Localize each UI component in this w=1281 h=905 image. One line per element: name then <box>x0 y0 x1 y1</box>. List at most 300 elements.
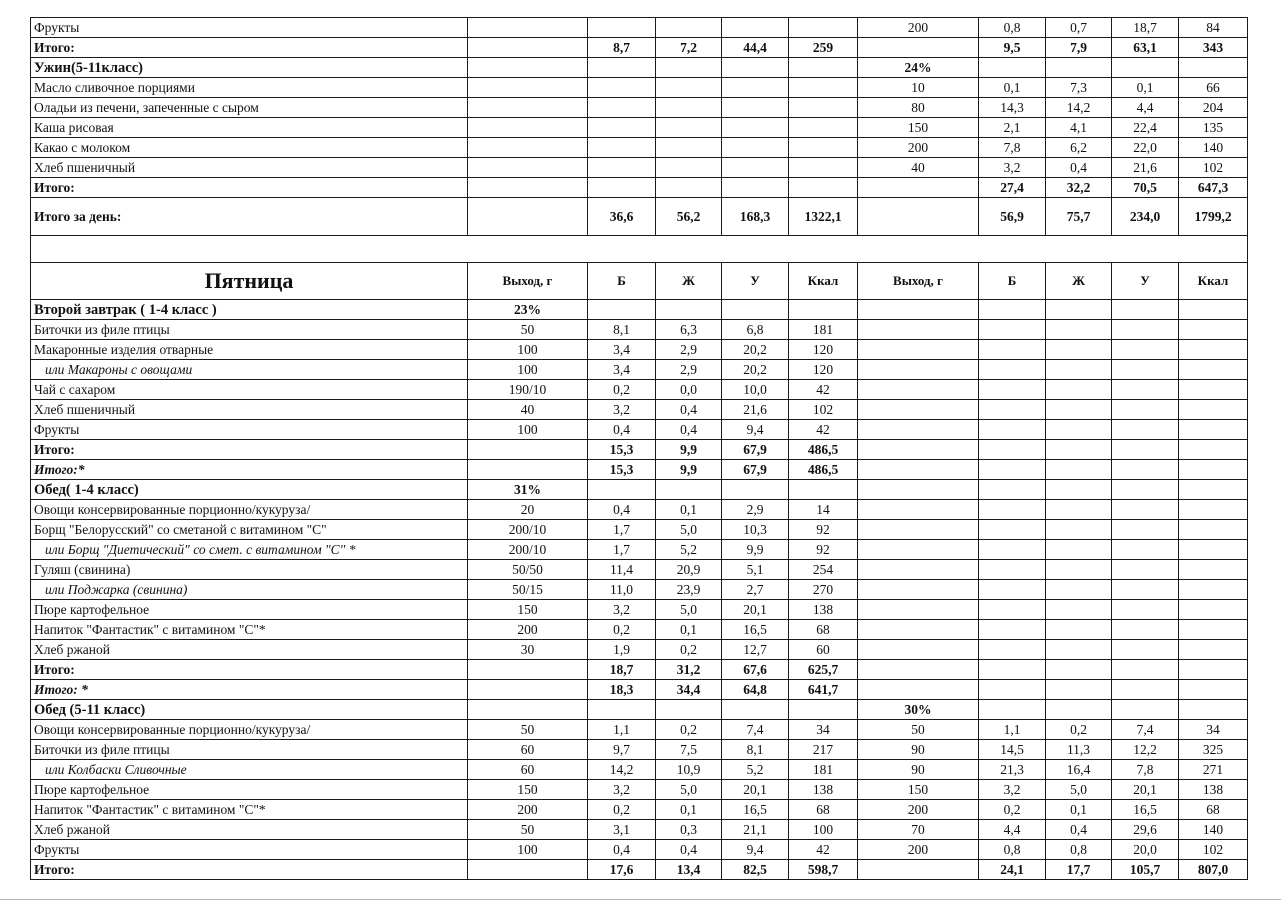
dish-name-cell: Каша рисовая <box>31 118 468 138</box>
value-cell <box>789 118 858 138</box>
value-cell <box>1112 300 1179 320</box>
header-fat-1: Ж <box>656 263 722 300</box>
dish-name-cell: Макаронные изделия отварные <box>31 340 468 360</box>
meal-section-row <box>31 58 1248 78</box>
meal-section-row <box>31 480 1248 500</box>
value-cell: 60 <box>468 760 588 780</box>
dish-name-cell: Напиток "Фантастик" с витамином "С"* <box>31 620 468 640</box>
dish-name-cell: Хлеб пшеничный <box>31 400 468 420</box>
value-cell: 6,8 <box>722 320 789 340</box>
table-row <box>31 800 1248 820</box>
value-cell <box>1179 620 1248 640</box>
table-row <box>31 18 1248 38</box>
value-cell: 14,5 <box>979 740 1046 760</box>
value-cell: 2,7 <box>722 580 789 600</box>
value-cell: 12,2 <box>1112 740 1179 760</box>
dish-name-cell: Итого: <box>31 440 468 460</box>
value-cell <box>468 38 588 58</box>
value-cell <box>789 58 858 78</box>
value-cell <box>588 58 656 78</box>
value-cell: 5,0 <box>1046 780 1112 800</box>
value-cell: 325 <box>1179 740 1248 760</box>
value-cell: 102 <box>789 400 858 420</box>
dish-name-cell: Гуляш (свинина) <box>31 560 468 580</box>
value-cell <box>979 660 1046 680</box>
value-cell <box>1179 640 1248 660</box>
value-cell <box>722 58 789 78</box>
value-cell <box>979 700 1046 720</box>
value-cell: 68 <box>789 800 858 820</box>
value-cell: 0,4 <box>656 400 722 420</box>
value-cell <box>722 138 789 158</box>
value-cell: 0,1 <box>1112 78 1179 98</box>
dish-name-cell: Ужин(5-11класс) <box>31 58 468 78</box>
value-cell: 36,6 <box>588 198 656 236</box>
value-cell <box>722 98 789 118</box>
value-cell <box>1179 540 1248 560</box>
value-cell <box>858 520 979 540</box>
previous-day-section <box>31 18 1248 236</box>
value-cell: 8,1 <box>588 320 656 340</box>
value-cell: 271 <box>1179 760 1248 780</box>
value-cell <box>1112 560 1179 580</box>
value-cell: 11,4 <box>588 560 656 580</box>
value-cell: 40 <box>468 400 588 420</box>
value-cell: 2,9 <box>656 360 722 380</box>
value-cell <box>1112 580 1179 600</box>
value-cell: 70 <box>858 820 979 840</box>
value-cell: 3,4 <box>588 360 656 380</box>
value-cell: 0,1 <box>656 800 722 820</box>
value-cell <box>858 620 979 640</box>
value-cell: 6,3 <box>656 320 722 340</box>
value-cell <box>1046 620 1112 640</box>
value-cell <box>1046 400 1112 420</box>
value-cell: 486,5 <box>789 440 858 460</box>
value-cell <box>468 700 588 720</box>
value-cell: 3,2 <box>979 158 1046 178</box>
value-cell <box>468 18 588 38</box>
value-cell: 21,1 <box>722 820 789 840</box>
spacer-section <box>31 236 1248 263</box>
value-cell <box>979 500 1046 520</box>
value-cell: 135 <box>1179 118 1248 138</box>
value-cell <box>1046 340 1112 360</box>
value-cell: 5,0 <box>656 600 722 620</box>
value-cell: 4,4 <box>1112 98 1179 118</box>
value-cell <box>1179 420 1248 440</box>
value-cell: 40 <box>858 158 979 178</box>
value-cell <box>979 540 1046 560</box>
value-cell: 2,1 <box>979 118 1046 138</box>
table-row <box>31 500 1248 520</box>
value-cell: 0,4 <box>588 840 656 860</box>
value-cell: 0,8 <box>979 840 1046 860</box>
value-cell: 7,2 <box>656 38 722 58</box>
table-row <box>31 138 1248 158</box>
value-cell <box>979 420 1046 440</box>
value-cell <box>722 300 789 320</box>
value-cell: 0,4 <box>588 420 656 440</box>
value-cell <box>1046 640 1112 660</box>
column-header-row <box>31 263 1248 300</box>
value-cell: 2,9 <box>722 500 789 520</box>
value-cell: 486,5 <box>789 460 858 480</box>
table-row <box>31 98 1248 118</box>
value-cell <box>1112 360 1179 380</box>
dish-name-cell: Пюре картофельное <box>31 600 468 620</box>
value-cell <box>656 700 722 720</box>
value-cell: 647,3 <box>1179 178 1248 198</box>
value-cell <box>1112 640 1179 660</box>
value-cell <box>468 118 588 138</box>
value-cell <box>789 700 858 720</box>
value-cell <box>979 360 1046 380</box>
value-cell <box>588 700 656 720</box>
value-cell: 34,4 <box>656 680 722 700</box>
dish-name-cell: Обед( 1-4 класс) <box>31 480 468 500</box>
value-cell <box>858 360 979 380</box>
meal-section-row <box>31 700 1248 720</box>
value-cell: 7,3 <box>1046 78 1112 98</box>
value-cell: 18,7 <box>588 660 656 680</box>
value-cell: 4,1 <box>1046 118 1112 138</box>
value-cell: 20,1 <box>722 780 789 800</box>
value-cell: 67,6 <box>722 660 789 680</box>
value-cell: 5,0 <box>656 780 722 800</box>
header-fat-2: Ж <box>1046 263 1112 300</box>
dish-name-cell: Напиток "Фантастик" с витамином "С"* <box>31 800 468 820</box>
value-cell <box>588 158 656 178</box>
value-cell: 7,4 <box>1112 720 1179 740</box>
value-cell <box>1112 320 1179 340</box>
value-cell: 50 <box>468 320 588 340</box>
dish-name-cell: Итого: <box>31 178 468 198</box>
dish-name-cell: Биточки из филе птицы <box>31 320 468 340</box>
value-cell <box>858 680 979 700</box>
value-cell <box>858 198 979 236</box>
value-cell <box>1179 480 1248 500</box>
value-cell <box>858 500 979 520</box>
value-cell <box>1046 600 1112 620</box>
value-cell <box>979 480 1046 500</box>
header-carbs-2: У <box>1112 263 1179 300</box>
value-cell <box>468 58 588 78</box>
value-cell <box>722 18 789 38</box>
value-cell <box>722 118 789 138</box>
value-cell: 0,1 <box>979 78 1046 98</box>
value-cell: 3,1 <box>588 820 656 840</box>
value-cell: 5,2 <box>656 540 722 560</box>
day-title: Пятница <box>31 263 468 300</box>
value-cell: 84 <box>1179 18 1248 38</box>
value-cell: 50/50 <box>468 560 588 580</box>
value-cell: 17,6 <box>588 860 656 880</box>
value-cell: 44,4 <box>722 38 789 58</box>
value-cell: 50 <box>468 720 588 740</box>
value-cell <box>789 98 858 118</box>
value-cell: 200/10 <box>468 520 588 540</box>
dish-name-cell: Итого: <box>31 660 468 680</box>
value-cell: 30% <box>858 700 979 720</box>
value-cell: 21,3 <box>979 760 1046 780</box>
value-cell: 42 <box>789 420 858 440</box>
value-cell: 66 <box>1179 78 1248 98</box>
value-cell <box>1179 58 1248 78</box>
value-cell <box>1046 440 1112 460</box>
value-cell: 68 <box>1179 800 1248 820</box>
dish-name-cell: Итого: <box>31 860 468 880</box>
value-cell <box>588 480 656 500</box>
value-cell: 140 <box>1179 138 1248 158</box>
value-cell: 4,4 <box>979 820 1046 840</box>
value-cell: 150 <box>858 118 979 138</box>
value-cell: 10,0 <box>722 380 789 400</box>
value-cell: 32,2 <box>1046 178 1112 198</box>
value-cell: 259 <box>789 38 858 58</box>
value-cell <box>656 78 722 98</box>
value-cell: 18,7 <box>1112 18 1179 38</box>
value-cell: 0,4 <box>588 500 656 520</box>
value-cell: 0,3 <box>656 820 722 840</box>
value-cell <box>588 18 656 38</box>
value-cell: 1322,1 <box>789 198 858 236</box>
value-cell <box>1179 440 1248 460</box>
table-row <box>31 118 1248 138</box>
value-cell: 9,9 <box>722 540 789 560</box>
value-cell: 14 <box>789 500 858 520</box>
dish-name-cell: Биточки из филе птицы <box>31 740 468 760</box>
value-cell <box>1179 660 1248 680</box>
value-cell <box>979 320 1046 340</box>
table-row <box>31 400 1248 420</box>
table-row <box>31 520 1248 540</box>
value-cell <box>1179 600 1248 620</box>
value-cell <box>588 138 656 158</box>
dish-name-cell: Хлеб ржаной <box>31 820 468 840</box>
value-cell <box>858 178 979 198</box>
value-cell <box>858 400 979 420</box>
value-cell <box>858 460 979 480</box>
total-row <box>31 440 1248 460</box>
value-cell: 100 <box>468 360 588 380</box>
value-cell: 90 <box>858 760 979 780</box>
value-cell <box>656 58 722 78</box>
value-cell <box>468 158 588 178</box>
value-cell: 70,5 <box>1112 178 1179 198</box>
value-cell: 92 <box>789 540 858 560</box>
value-cell <box>1046 420 1112 440</box>
value-cell: 50 <box>858 720 979 740</box>
value-cell: 21,6 <box>1112 158 1179 178</box>
value-cell <box>588 300 656 320</box>
value-cell <box>1112 400 1179 420</box>
value-cell: 80 <box>858 98 979 118</box>
value-cell: 7,8 <box>979 138 1046 158</box>
value-cell: 181 <box>789 760 858 780</box>
value-cell: 9,4 <box>722 840 789 860</box>
value-cell: 140 <box>1179 820 1248 840</box>
value-cell <box>1112 500 1179 520</box>
value-cell: 1,7 <box>588 540 656 560</box>
value-cell: 0,2 <box>656 720 722 740</box>
value-cell: 100 <box>468 340 588 360</box>
value-cell <box>1046 680 1112 700</box>
value-cell <box>979 340 1046 360</box>
value-cell <box>588 78 656 98</box>
value-cell: 23,9 <box>656 580 722 600</box>
value-cell <box>858 38 979 58</box>
dish-name-cell: или Поджарка (свинина) <box>31 580 468 600</box>
value-cell: 42 <box>789 840 858 860</box>
value-cell: 120 <box>789 360 858 380</box>
value-cell: 234,0 <box>1112 198 1179 236</box>
value-cell: 100 <box>789 820 858 840</box>
value-cell: 0,1 <box>1046 800 1112 820</box>
value-cell <box>656 300 722 320</box>
value-cell: 3,2 <box>588 400 656 420</box>
value-cell <box>1046 700 1112 720</box>
value-cell: 168,3 <box>722 198 789 236</box>
value-cell: 102 <box>1179 840 1248 860</box>
dish-name-cell: Хлеб пшеничный <box>31 158 468 178</box>
value-cell: 90 <box>858 740 979 760</box>
value-cell <box>979 380 1046 400</box>
value-cell <box>1179 320 1248 340</box>
value-cell <box>588 118 656 138</box>
value-cell <box>656 18 722 38</box>
table-row <box>31 380 1248 400</box>
value-cell: 16,5 <box>722 620 789 640</box>
value-cell: 10 <box>858 78 979 98</box>
value-cell: 105,7 <box>1112 860 1179 880</box>
dish-name-cell: Второй завтрак ( 1-4 класс ) <box>31 300 468 320</box>
dish-name-cell: Итого за день: <box>31 198 468 236</box>
value-cell <box>1046 580 1112 600</box>
table-row <box>31 720 1248 740</box>
value-cell: 22,4 <box>1112 118 1179 138</box>
value-cell <box>1179 340 1248 360</box>
table-row <box>31 760 1248 780</box>
value-cell <box>1179 300 1248 320</box>
value-cell: 2,9 <box>656 340 722 360</box>
spacer-row <box>31 236 1248 263</box>
value-cell <box>1046 460 1112 480</box>
total-row <box>31 178 1248 198</box>
value-cell <box>789 158 858 178</box>
value-cell: 14,3 <box>979 98 1046 118</box>
value-cell: 3,2 <box>979 780 1046 800</box>
dish-name-cell: Итого: <box>31 38 468 58</box>
value-cell: 11,3 <box>1046 740 1112 760</box>
value-cell <box>858 440 979 460</box>
value-cell: 190/10 <box>468 380 588 400</box>
value-cell: 0,8 <box>1046 840 1112 860</box>
value-cell: 1,1 <box>979 720 1046 740</box>
dish-name-cell: Фрукты <box>31 18 468 38</box>
value-cell <box>858 860 979 880</box>
dish-name-cell: Итого: * <box>31 680 468 700</box>
value-cell: 100 <box>468 420 588 440</box>
value-cell <box>789 300 858 320</box>
value-cell: 3,2 <box>588 780 656 800</box>
value-cell: 0,4 <box>1046 158 1112 178</box>
value-cell: 16,5 <box>1112 800 1179 820</box>
value-cell: 102 <box>1179 158 1248 178</box>
value-cell <box>1112 58 1179 78</box>
value-cell: 150 <box>858 780 979 800</box>
value-cell: 60 <box>789 640 858 660</box>
value-cell: 50 <box>468 820 588 840</box>
value-cell <box>468 680 588 700</box>
value-cell <box>468 440 588 460</box>
value-cell <box>1179 380 1248 400</box>
value-cell <box>656 480 722 500</box>
value-cell <box>979 400 1046 420</box>
header-carbs-1: У <box>722 263 789 300</box>
table-row <box>31 620 1248 640</box>
value-cell <box>656 138 722 158</box>
dish-name-cell: Итого:* <box>31 460 468 480</box>
value-cell: 0,2 <box>588 620 656 640</box>
value-cell <box>722 700 789 720</box>
value-cell <box>858 540 979 560</box>
value-cell <box>1179 700 1248 720</box>
header-protein-2: Б <box>979 263 1046 300</box>
value-cell <box>789 480 858 500</box>
dish-name-cell: Фрукты <box>31 420 468 440</box>
value-cell <box>588 178 656 198</box>
value-cell: 17,7 <box>1046 860 1112 880</box>
value-cell: 0,4 <box>656 840 722 860</box>
value-cell <box>979 640 1046 660</box>
value-cell: 56,9 <box>979 198 1046 236</box>
value-cell <box>468 98 588 118</box>
value-cell <box>1112 340 1179 360</box>
value-cell: 27,4 <box>979 178 1046 198</box>
value-cell <box>858 320 979 340</box>
value-cell <box>468 860 588 880</box>
value-cell: 7,5 <box>656 740 722 760</box>
value-cell <box>1046 300 1112 320</box>
value-cell: 31,2 <box>656 660 722 680</box>
friday-menu-section <box>31 300 1248 880</box>
value-cell: 217 <box>789 740 858 760</box>
value-cell: 14,2 <box>588 760 656 780</box>
value-cell: 20,0 <box>1112 840 1179 860</box>
value-cell <box>979 680 1046 700</box>
value-cell <box>1112 540 1179 560</box>
value-cell: 200 <box>468 800 588 820</box>
dish-name-cell: Обед (5-11 класс) <box>31 700 468 720</box>
value-cell: 1799,2 <box>1179 198 1248 236</box>
value-cell: 10,3 <box>722 520 789 540</box>
value-cell: 150 <box>468 600 588 620</box>
value-cell: 200/10 <box>468 540 588 560</box>
table-row <box>31 580 1248 600</box>
value-cell: 20,1 <box>722 600 789 620</box>
value-cell: 20,1 <box>1112 780 1179 800</box>
value-cell <box>1179 560 1248 580</box>
value-cell <box>588 98 656 118</box>
value-cell <box>1046 540 1112 560</box>
value-cell <box>1112 660 1179 680</box>
value-cell: 0,0 <box>656 380 722 400</box>
value-cell <box>468 660 588 680</box>
dish-name-cell: Овощи консервированные порционно/кукуруза/ <box>31 720 468 740</box>
value-cell <box>858 380 979 400</box>
value-cell <box>1046 380 1112 400</box>
